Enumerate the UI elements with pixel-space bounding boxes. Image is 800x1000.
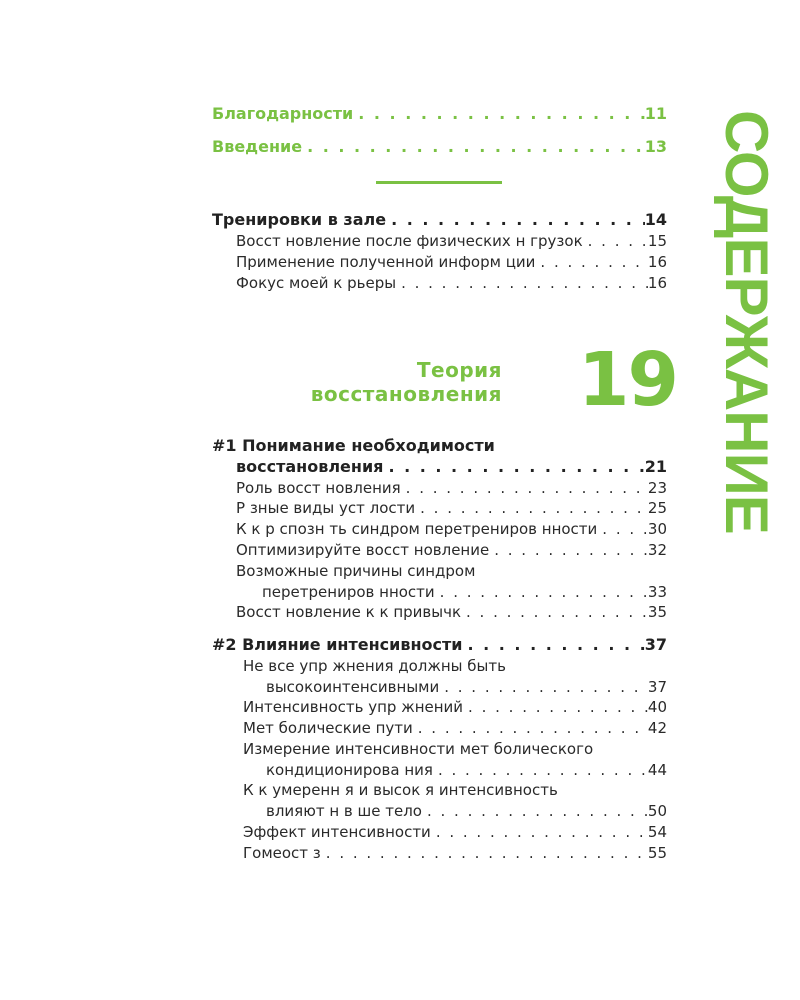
part-number: 19 bbox=[578, 337, 677, 423]
dot-leader bbox=[600, 520, 648, 538]
toc-subentry-line[interactable]: К к умеренн я и высок я интенсивность bbox=[243, 781, 558, 799]
toc-page-number: 40 bbox=[647, 698, 667, 716]
toc-entry-gym[interactable] bbox=[212, 210, 667, 229]
section-divider bbox=[376, 181, 502, 184]
toc-subentry[interactable] bbox=[236, 479, 667, 497]
toc-subentry[interactable] bbox=[243, 698, 667, 716]
dot-leader bbox=[356, 104, 644, 123]
toc-page-number: 35 bbox=[647, 603, 667, 621]
toc-subentry[interactable] bbox=[243, 823, 667, 841]
toc-page-number: 44 bbox=[647, 761, 667, 779]
toc-entry-title: восстановления bbox=[236, 457, 384, 476]
toc-page-number: 42 bbox=[647, 719, 667, 737]
toc-entry-title: Оптимизируйте восст новление bbox=[236, 541, 490, 559]
toc-page-number: 23 bbox=[647, 479, 667, 497]
toc-page-number: 14 bbox=[644, 210, 667, 229]
toc-entry-title: Применение полученной информ ции bbox=[236, 253, 536, 271]
toc-page-number: 37 bbox=[644, 635, 667, 654]
toc-subentry[interactable] bbox=[236, 253, 667, 271]
dot-leader bbox=[404, 479, 648, 497]
dot-leader bbox=[425, 802, 648, 820]
part-title-line: восстановления bbox=[310, 382, 502, 406]
dot-leader bbox=[386, 457, 644, 476]
toc-subentry[interactable] bbox=[236, 274, 667, 292]
toc-page-number: 33 bbox=[647, 583, 667, 601]
toc-page-number: 37 bbox=[647, 678, 667, 696]
part-title bbox=[262, 358, 502, 406]
toc-entry-title: кондиционирова ния bbox=[266, 761, 433, 779]
toc-entry-chapter-1[interactable] bbox=[236, 457, 667, 476]
toc-entry-title: Фокус моей к рьеры bbox=[236, 274, 397, 292]
toc-entry-title: Гомеост з bbox=[243, 844, 321, 862]
dot-leader bbox=[324, 844, 648, 862]
toc-entry-acknowledgements[interactable] bbox=[212, 104, 667, 123]
toc-page-number: 11 bbox=[644, 104, 667, 123]
dot-leader bbox=[434, 823, 648, 841]
toc-page-number: 55 bbox=[647, 844, 667, 862]
dot-leader bbox=[492, 541, 648, 559]
part-title-line: Теория bbox=[416, 358, 502, 382]
toc-subentry[interactable] bbox=[266, 678, 667, 696]
toc-subentry[interactable] bbox=[243, 844, 667, 862]
toc-page-number: 25 bbox=[647, 499, 667, 517]
toc-entry-title: Благодарности bbox=[212, 104, 354, 123]
toc-page-number: 21 bbox=[644, 457, 667, 476]
toc-entry-title: Роль восст новления bbox=[236, 479, 401, 497]
dot-leader bbox=[436, 761, 648, 779]
toc-subentry[interactable] bbox=[236, 520, 667, 538]
toc-entry-title: Восст новление после физических н грузок bbox=[236, 232, 583, 250]
toc-subentry[interactable] bbox=[236, 499, 667, 517]
dot-leader bbox=[389, 210, 645, 229]
toc-entry-title: влияют н в ше тело bbox=[266, 802, 422, 820]
toc-entry-title: Р зные виды уст лости bbox=[236, 499, 416, 517]
toc-page-number: 50 bbox=[647, 802, 667, 820]
toc-entry-title: К к р спозн ть синдром перетрениров нности bbox=[236, 520, 598, 538]
dot-leader bbox=[464, 603, 648, 621]
toc-page-number: 32 bbox=[647, 541, 667, 559]
dot-leader bbox=[538, 253, 648, 271]
toc-entry-title: высокоинтенсивными bbox=[266, 678, 440, 696]
toc-subentry[interactable] bbox=[236, 232, 667, 250]
toc-subentry[interactable] bbox=[266, 802, 667, 820]
toc-entry-title: #2 Влияние интенсивности bbox=[212, 635, 463, 654]
toc-subentry[interactable] bbox=[243, 719, 667, 737]
toc-entry-title: перетрениров нности bbox=[262, 583, 435, 601]
toc-subentry-line[interactable]: Возможные причины синдром bbox=[236, 562, 476, 580]
toc-subentry[interactable] bbox=[236, 541, 667, 559]
toc-subentry-line[interactable]: Не все упр жнения должны быть bbox=[243, 657, 506, 675]
toc-page-number: 54 bbox=[647, 823, 667, 841]
chapter-title-line[interactable]: #1 Понимание необходимости bbox=[212, 436, 495, 455]
toc-entry-introduction[interactable] bbox=[212, 137, 667, 156]
dot-leader bbox=[399, 274, 648, 292]
toc-subentry[interactable] bbox=[266, 761, 667, 779]
toc-entry-title: Тренировки в зале bbox=[212, 210, 387, 229]
toc-page-number: 15 bbox=[647, 232, 667, 250]
toc-entry-title: Эффект интенсивности bbox=[243, 823, 431, 841]
dot-leader bbox=[305, 137, 645, 156]
toc-subentry[interactable] bbox=[236, 603, 667, 621]
toc-subentry[interactable] bbox=[262, 583, 667, 601]
toc-entry-title: Интенсивность упр жнений bbox=[243, 698, 464, 716]
dot-leader bbox=[418, 499, 648, 517]
toc-entry-title: Мет болические пути bbox=[243, 719, 413, 737]
toc-entry-chapter-2[interactable] bbox=[212, 635, 667, 654]
toc-entry-title: Введение bbox=[212, 137, 303, 156]
dot-leader bbox=[586, 232, 648, 250]
dot-leader bbox=[465, 635, 644, 654]
toc-page-number: 30 bbox=[647, 520, 667, 538]
toc-page-number: 16 bbox=[647, 253, 667, 271]
toc-entry-title: Восст новление к к привычк bbox=[236, 603, 461, 621]
dot-leader bbox=[442, 678, 648, 696]
toc-page-number: 13 bbox=[644, 137, 667, 156]
toc-subentry-line[interactable]: Измерение интенсивности мет болического bbox=[243, 740, 594, 758]
dot-leader bbox=[466, 698, 648, 716]
dot-leader bbox=[416, 719, 648, 737]
dot-leader bbox=[438, 583, 648, 601]
toc-page-number: 16 bbox=[647, 274, 667, 292]
side-title: СОДЕРЖАНИЕ bbox=[713, 110, 780, 534]
